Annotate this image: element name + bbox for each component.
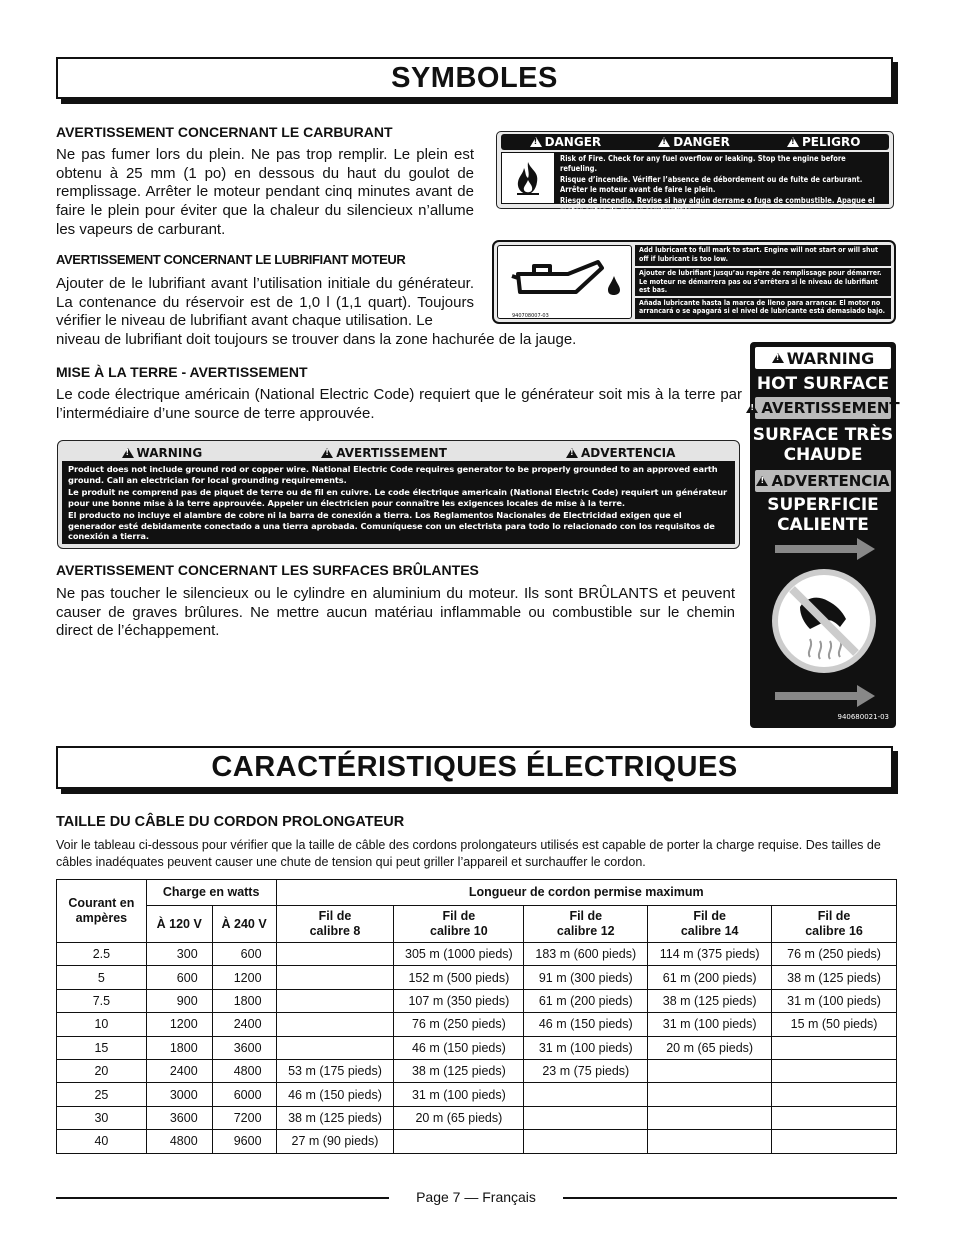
cell-watts-120: 3600 [146, 1106, 212, 1129]
header-calibre-8 [276, 906, 394, 943]
hot-label-avertissement [755, 397, 900, 419]
cell-cal14: 20 m (65 pieds) [648, 1036, 772, 1059]
fuel-label-en: Risk of Fire. Check for any fuel overflow or leaking. Stop the engine before refueling. [560, 154, 846, 173]
fuel-label-danger-fr: DANGER [673, 135, 730, 149]
cell-cal12 [524, 1130, 648, 1153]
cell-cal16 [772, 1106, 897, 1129]
cell-cal12: 31 m (100 pieds) [524, 1036, 648, 1059]
header-calibre-10 [394, 906, 524, 943]
cell-watts-240: 4800 [212, 1059, 276, 1082]
cell-cal8: 46 m (150 pieds) [276, 1083, 394, 1106]
warning-triangle-icon [321, 448, 333, 458]
cell-cal12 [524, 1106, 648, 1129]
cell-watts-240: 1200 [212, 966, 276, 989]
cell-amperes: 7.5 [57, 989, 147, 1012]
symboles-title: SYMBOLES [391, 62, 558, 94]
header-cal16-text: calibre 16 [805, 924, 863, 938]
cell-cal10: 76 m (250 pieds) [394, 1013, 524, 1036]
oil-warning-heading: AVERTISSEMENT CONCERNANT LE LUBRIFIANT MOTEUR [56, 252, 406, 267]
cell-watts-240: 6000 [212, 1083, 276, 1106]
cell-cal16: 31 m (100 pieds) [772, 989, 897, 1012]
hot-label-surface-es-1: SUPERFICIE [767, 495, 879, 515]
cell-watts-240: 9600 [212, 1130, 276, 1153]
ground-label-body [62, 461, 735, 544]
header-120v: À 120 V [146, 906, 212, 943]
fuel-label-danger-en: DANGER [544, 135, 602, 149]
table-row [57, 1059, 897, 1082]
footer-rule-right [563, 1197, 897, 1199]
ground-label-fr: Le produit ne comprend pas de piquet de terre ou de fil en cuivre. Le code électrique americain (National Electric Code) requiert un générateur pour une bonne mise à la terre approuvée. Appeler un électricien pour connaître les exigences locales de mise à la terre. [68, 487, 727, 508]
no-touch-hot-surface-icon [770, 567, 878, 675]
oil-label-part-number: 940708007-03 [512, 313, 549, 319]
cell-cal12: 61 m (200 pieds) [524, 989, 648, 1012]
oil-label-fr: Ajouter de lubrifiant jusqu’au repère de remplissage pour démarrer. Le moteur ne démarrera pas ou s’arrêtera si le niveau de lubrifiant est bas. [635, 268, 891, 296]
ground-label-avertissement: AVERTISSEMENT [336, 446, 447, 460]
ground-label-header [62, 445, 735, 461]
header-fil-de: Fil de [817, 909, 851, 923]
cell-cal16 [772, 1059, 897, 1082]
warning-triangle-icon [772, 353, 784, 363]
table-row [57, 943, 897, 966]
cell-cal8 [276, 966, 394, 989]
cell-cal14 [648, 1106, 772, 1129]
cell-watts-120: 1200 [146, 1013, 212, 1036]
warning-triangle-icon [756, 476, 768, 486]
header-calibre-16 [772, 906, 897, 943]
oil-label-es: Añada lubricante hasta la marca de lleno para arrancar. El motor no arrancará o se apagará si el nivel de lubricante está demasiado bajo. [635, 298, 891, 319]
warning-triangle-icon [122, 448, 134, 458]
header-fil-de: Fil de [442, 909, 476, 923]
cell-cal16 [772, 1130, 897, 1153]
oil-label-en: Add lubricant to full mark to start. Engine will not start or will shut off if lubricant is too low. [635, 245, 891, 266]
cell-cal12: 23 m (75 pieds) [524, 1059, 648, 1082]
cell-watts-120: 1800 [146, 1036, 212, 1059]
hot-label-warning-text: WARNING [786, 348, 875, 368]
cell-amperes: 25 [57, 1083, 147, 1106]
warning-triangle-icon [787, 137, 799, 147]
header-calibre-12 [524, 906, 648, 943]
cell-cal14: 114 m (375 pieds) [648, 943, 772, 966]
cell-watts-120: 3000 [146, 1083, 212, 1106]
ground-label-warning: WARNING [136, 446, 203, 460]
caracteristiques-title: CARACTÉRISTIQUES ÉLECTRIQUES [211, 751, 738, 783]
header-calibre-14 [648, 906, 772, 943]
cell-cal8: 38 m (125 pieds) [276, 1106, 394, 1129]
fuel-danger-label [496, 131, 894, 222]
cell-cal16 [772, 1083, 897, 1106]
table-row [57, 1130, 897, 1153]
warning-triangle-icon [746, 403, 758, 413]
cell-cal8 [276, 1036, 394, 1059]
cell-watts-240: 2400 [212, 1013, 276, 1036]
cell-amperes: 5 [57, 966, 147, 989]
cell-cal10 [394, 1130, 524, 1153]
footer-rule-left [56, 1197, 389, 1199]
header-longueur: Longueur de cordon permise maximum [276, 880, 896, 906]
header-fil-de: Fil de [569, 909, 603, 923]
hot-label-surface-es-2: CALIENTE [777, 515, 869, 535]
fuel-label-part-number: 940974007-03 [847, 216, 884, 222]
header-courant-line1: Courant en [68, 896, 135, 910]
arrow-right-icon [775, 685, 875, 707]
cell-watts-120: 300 [146, 943, 212, 966]
cell-watts-240: 600 [212, 943, 276, 966]
cell-cal8: 27 m (90 pieds) [276, 1130, 394, 1153]
cell-cal16: 15 m (50 pieds) [772, 1013, 897, 1036]
header-fil-de: Fil de [318, 909, 352, 923]
cell-amperes: 15 [57, 1036, 147, 1059]
header-charge: Charge en watts [146, 880, 276, 906]
cell-cal14 [648, 1083, 772, 1106]
cell-cal14 [648, 1130, 772, 1153]
cell-watts-120: 2400 [146, 1059, 212, 1082]
cell-cal12: 183 m (600 pieds) [524, 943, 648, 966]
table-row [57, 1083, 897, 1106]
cell-cal10: 305 m (1000 pieds) [394, 943, 524, 966]
warning-triangle-icon [530, 137, 542, 147]
oil-warning-label [492, 240, 896, 324]
header-cal8-text: calibre 8 [309, 924, 361, 938]
cell-watts-120: 600 [146, 966, 212, 989]
cell-cal10: 46 m (150 pieds) [394, 1036, 524, 1059]
cell-amperes: 20 [57, 1059, 147, 1082]
fuel-label-body [555, 152, 889, 222]
table-row [57, 989, 897, 1012]
fuel-label-es: Riesgo de incendio. Revise si hay algún derrame o fuga de combustible. Apague el motor antes de poner combustible. [560, 196, 875, 215]
header-courant [57, 880, 147, 943]
cell-watts-120: 900 [146, 989, 212, 1012]
symboles-section-header [56, 57, 893, 99]
fuel-warning-text: Ne pas fumer lors du plein. Ne pas trop remplir. Le plein est obtenu à 25 mm (1 po) en dessous du haut du goulot de remplissage. Arrêter le moteur pendant cinq minutes avant de faire le plein pour éviter que la chaleur du silencieux n’allume les vapeurs de carburant. [56, 146, 474, 238]
hot-warning-heading: AVERTISSEMENT CONCERNANT LES SURFACES BRÛLANTES [56, 562, 479, 578]
cell-cal14 [648, 1059, 772, 1082]
header-fil-de: Fil de [693, 909, 726, 923]
cell-cal10: 20 m (65 pieds) [394, 1106, 524, 1129]
cell-cal10: 152 m (500 pieds) [394, 966, 524, 989]
cell-cal14: 61 m (200 pieds) [648, 966, 772, 989]
ground-warning-text: Le code électrique américain (National Electric Code) requiert que le générateur soit mis à la terre par l’intermédiaire d’une source de terre approuvée. [56, 386, 742, 422]
fuel-label-peligro: PELIGRO [802, 135, 861, 149]
fire-icon [501, 152, 555, 204]
header-240v: À 240 V [212, 906, 276, 943]
cell-amperes: 40 [57, 1130, 147, 1153]
header-cal14-text: calibre 14 [680, 924, 739, 938]
hot-label-part-number: 940680021-03 [837, 713, 889, 721]
header-cal12-text: calibre 12 [556, 924, 615, 938]
cord-table-heading: TAILLE DU CÂBLE DU CORDON PROLONGATEUR [56, 814, 405, 830]
ground-warning-heading: MISE À LA TERRE - AVERTISSEMENT [56, 364, 308, 380]
cell-amperes: 10 [57, 1013, 147, 1036]
hot-surface-label [750, 342, 900, 728]
oil-can-icon [497, 245, 632, 319]
table-row [57, 966, 897, 989]
cell-watts-240: 3600 [212, 1036, 276, 1059]
cell-cal12 [524, 1083, 648, 1106]
cell-cal14: 31 m (100 pieds) [648, 1013, 772, 1036]
warning-triangle-icon [658, 137, 670, 147]
cell-cal8 [276, 1013, 394, 1036]
cell-cal12: 46 m (150 pieds) [524, 1013, 648, 1036]
cell-watts-120: 4800 [146, 1130, 212, 1153]
cell-watts-240: 1800 [212, 989, 276, 1012]
page-footer: Page 7 — Français [416, 1189, 536, 1205]
hot-label-warning [755, 347, 891, 369]
hot-label-advertencia-text: ADVERTENCIA [771, 472, 890, 490]
fuel-label-fr: Risque d’incendie. Vérifier l’absence de débordement ou de fuite de carburant. Arrêter le moteur avant de faire le plein. [560, 175, 863, 194]
cell-cal14: 38 m (125 pieds) [648, 989, 772, 1012]
cell-cal10: 107 m (350 pieds) [394, 989, 524, 1012]
table-row [57, 1036, 897, 1059]
hot-label-surface-fr-1: SURFACE TRÈS [752, 425, 894, 445]
header-courant-line2: ampères [75, 911, 128, 925]
warning-triangle-icon [566, 448, 578, 458]
cell-watts-240: 7200 [212, 1106, 276, 1129]
cell-cal10: 31 m (100 pieds) [394, 1083, 524, 1106]
fuel-label-header [501, 134, 889, 150]
oil-warning-text-2: niveau de lubrifiant doit toujours se trouver dans la zone hachurée de la jauge. [56, 331, 577, 348]
oil-warning-text-1: Ajouter de le lubrifiant avant l’utilisation initiale du générateur. La contenance du réservoir est de 1,0 l (1,1 quart). Toujours vérifier le niveau de lubrifiant avant chaque utilisation. Le [56, 275, 474, 330]
cell-cal8 [276, 989, 394, 1012]
hot-label-avertissement-text: AVERTISSEMENT [761, 399, 900, 417]
cell-cal16 [772, 1036, 897, 1059]
ground-label-advertencia: ADVERTENCIA [581, 446, 676, 460]
cell-cal12: 91 m (300 pieds) [524, 966, 648, 989]
cell-cal8 [276, 943, 394, 966]
cell-amperes: 2.5 [57, 943, 147, 966]
cell-cal16: 76 m (250 pieds) [772, 943, 897, 966]
hot-label-hot-surface: HOT SURFACE [756, 374, 890, 394]
table-row [57, 1013, 897, 1036]
cell-amperes: 30 [57, 1106, 147, 1129]
cell-cal8: 53 m (175 pieds) [276, 1059, 394, 1082]
ground-warning-label [57, 440, 740, 549]
ground-label-es: El producto no incluye el alambre de cobre ni la barra de conexión a tierra. Los Reglamentos Nacionales de Electricidad exigen que el generador esté debidamente conectado a una tierra aprobada. Comuníquese con un electrista para todo lo relacionado con los requisitos de conexión a tierra. [68, 510, 715, 541]
extension-cord-table [56, 879, 897, 1154]
header-cal10-text: calibre 10 [430, 924, 488, 938]
ground-label-en: Product does not include ground rod or copper wire. National Electric Code requires generator to be properly grounded to an approved earth ground. Call an electrician for local grounding requirements. [68, 464, 718, 485]
cell-cal10: 38 m (125 pieds) [394, 1059, 524, 1082]
hot-label-advertencia [755, 470, 891, 492]
arrow-right-icon [775, 538, 875, 560]
caracteristiques-section-header [56, 746, 893, 789]
hot-warning-text: Ne pas toucher le silencieux ou le cylindre en aluminium du moteur. Ils sont BRÛLANTS et peuvent causer de graves brûlures. Ne mettre aucun matériau inflammable ou combustible sur le chemin direct de l’échappement. [56, 585, 735, 640]
fuel-warning-heading: AVERTISSEMENT CONCERNANT LE CARBURANT [56, 124, 393, 140]
cell-cal16: 38 m (125 pieds) [772, 966, 897, 989]
hot-label-surface-fr-2: CHAUDE [783, 445, 863, 465]
cord-table-intro: Voir le tableau ci-dessous pour vérifier que la taille de câble des cordons prolongateurs utilisés est capable de porter la charge requise. Des tailles de câbles inadéquates peuvent causer une chute de tension qui peut griller l’appareil et surchauffer le cordon. [56, 838, 881, 869]
table-row [57, 1106, 897, 1129]
